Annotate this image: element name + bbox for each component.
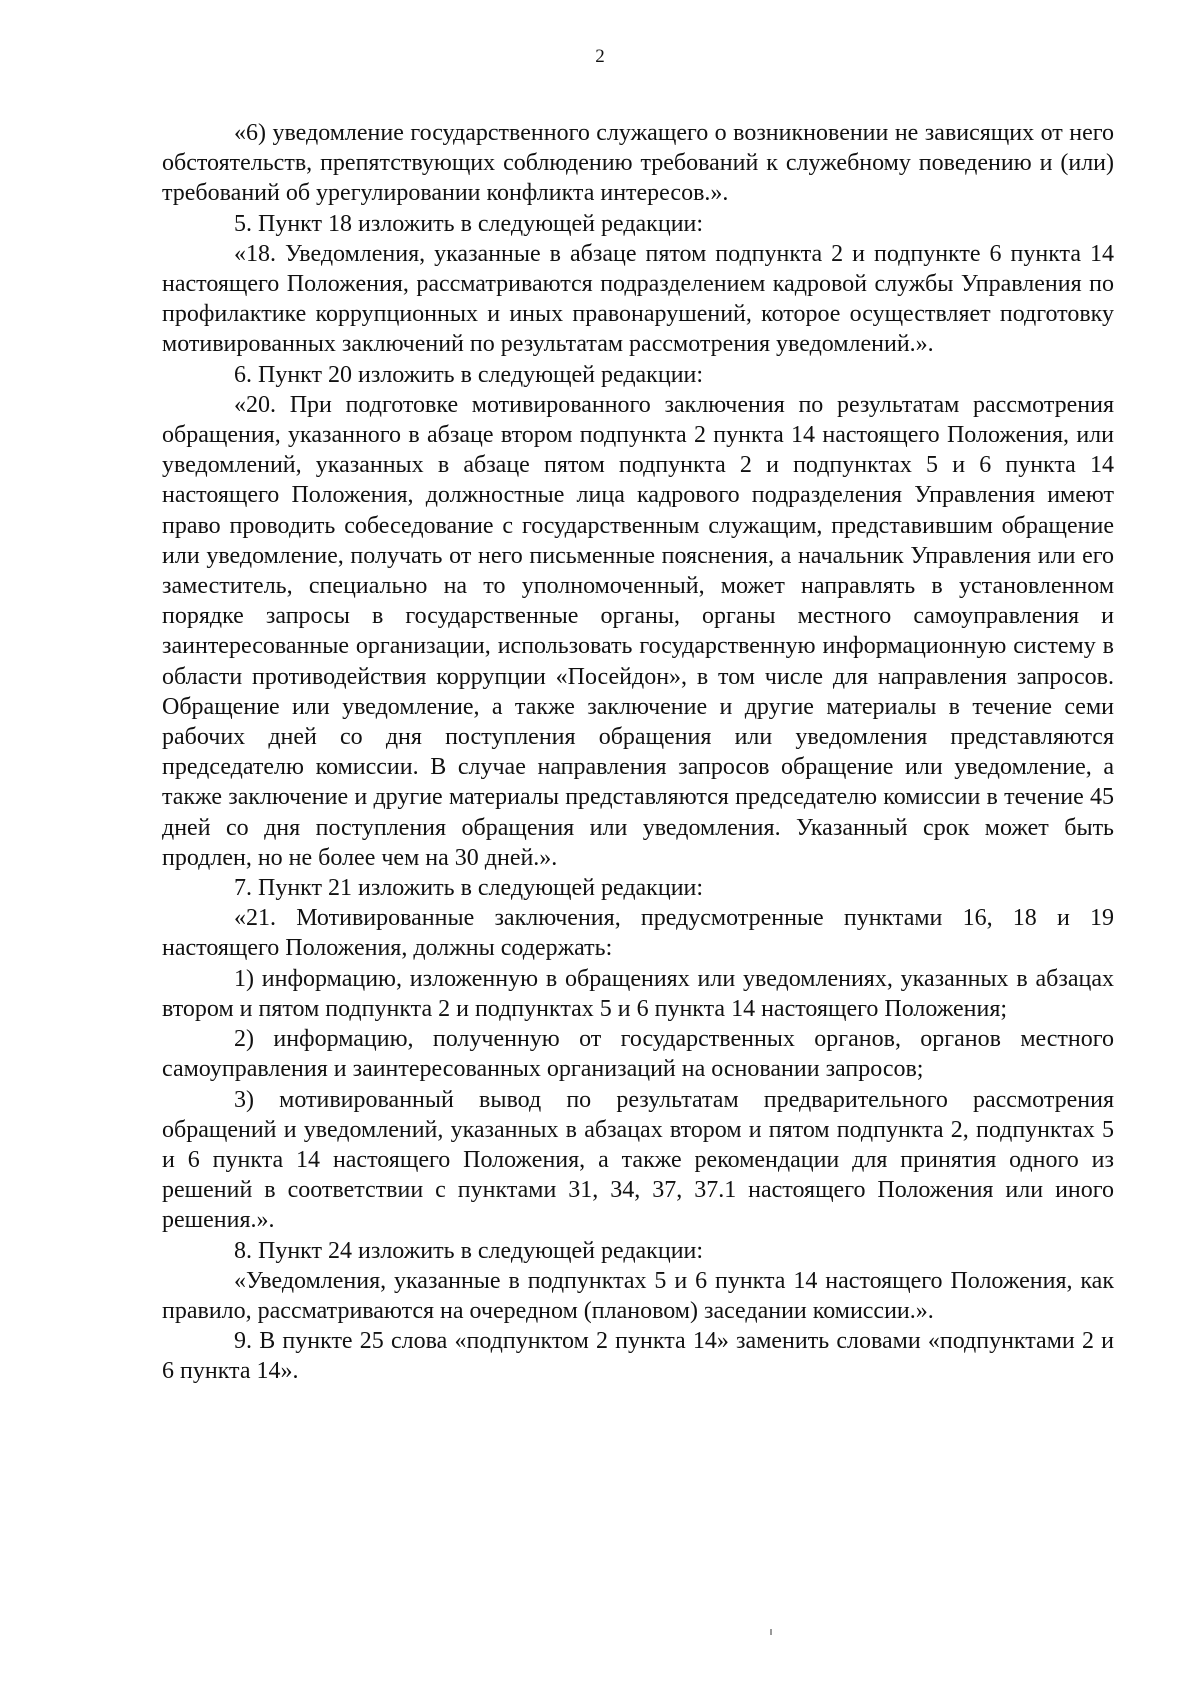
scan-mark <box>770 1629 772 1635</box>
paragraph-item-6-heading: 6. Пункт 20 изложить в следующей редакции: <box>234 361 704 388</box>
paragraph-subitem-6-quote: «6) уведомление государственного служащего о возникновении не зависящих от него обстоятельств, препятствующих соблюдению требований к служебному поведению и (или) требований об урегулировании конфликта интересов.». <box>162 120 1114 207</box>
paragraph-item-21-text: «21. Мотивированные заключения, предусмотренные пунктами 16, 18 и 19 настоящего Положения, должны содержать: <box>162 905 1114 962</box>
paragraph-item-8-heading: 8. Пункт 24 изложить в следующей редакции: <box>234 1237 704 1264</box>
paragraph-item-9-text: 9. В пункте 25 слова «подпунктом 2 пункта 14» заменить словами «подпунктами 2 и 6 пункта 14». <box>162 1328 1114 1385</box>
paragraph-item-7-heading: 7. Пункт 21 изложить в следующей редакции: <box>234 875 704 902</box>
paragraph-item-18-text: «18. Уведомления, указанные в абзаце пятом подпункта 2 и подпункте 6 пункта 14 настоящего Положения, рассматриваются подразделением кадровой службы Управления по профилактике коррупционных и иных правонарушений, которое осуществляет подготовку мотивированных заключений по результатам рассмотрения уведомлений.». <box>162 240 1114 358</box>
paragraph-item-5-heading: 5. Пункт 18 изложить в следующей редакции: <box>234 210 704 237</box>
paragraph-item-21-subitem-3: 3) мотивированный вывод по результатам предварительного рассмотрения обращений и уведомлений, указанных в абзацах втором и пятом подпункта 2, подпунктах 5 и 6 пункта 14 настоящего Положения, а также рекомендации для принятия одного из решений в соответствии с пунктами 31, 34, 37, 37.1 настоящего Положения или иного решения.». <box>162 1086 1114 1234</box>
paragraph-item-21-subitem-2: 2) информацию, полученную от государственных органов, органов местного самоуправления и заинтересованных организаций на основании запросов; <box>162 1026 1114 1083</box>
page-number: 2 <box>595 46 605 67</box>
paragraph-item-24-text: «Уведомления, указанные в подпунктах 5 и 6 пункта 14 настоящего Положения, как правило, рассматриваются на очередном (плановом) заседании комиссии.». <box>162 1267 1114 1324</box>
document-body <box>162 118 1114 1387</box>
paragraph-item-21-subitem-1: 1) информацию, изложенную в обращениях или уведомлениях, указанных в абзацах втором и пятом подпункта 2 и подпунктах 5 и 6 пункта 14 настоящего Положения; <box>162 965 1114 1022</box>
paragraph-item-20-text: «20. При подготовке мотивированного заключения по результатам рассмотрения обращения, указанного в абзаце втором подпункта 2 пункта 14 настоящего Положения, или уведомлений, указанных в абзаце пятом подпункта 2 и подпунктах 5 и 6 пункта 14 настоящего Положения, должностные лица кадрового подразделения Управления имеют право проводить собеседование с государственным служащим, представившим обращение или уведомление, получать от него письменные пояснения, а начальник Управления или его заместитель, специально на то уполномоченный, может направлять в установленном порядке запросы в государственные органы, органы местного самоуправления и заинтересованные организации, использовать государственную информационную систему в области противодействия коррупции «Посейдон», в том числе для направления запросов. Обращение или уведомление, а также заключение и другие материалы в течение семи рабочих дней со дня поступления обращения или уведомления представляются председателю комиссии. В случае направления запросов обращение или уведомление, а также заключение и другие материалы представляются председателю комиссии в течение 45 дней со дня поступления обращения или уведомления. Указанный срок может быть продлен, но не более чем на 30 дней.». <box>162 391 1114 871</box>
